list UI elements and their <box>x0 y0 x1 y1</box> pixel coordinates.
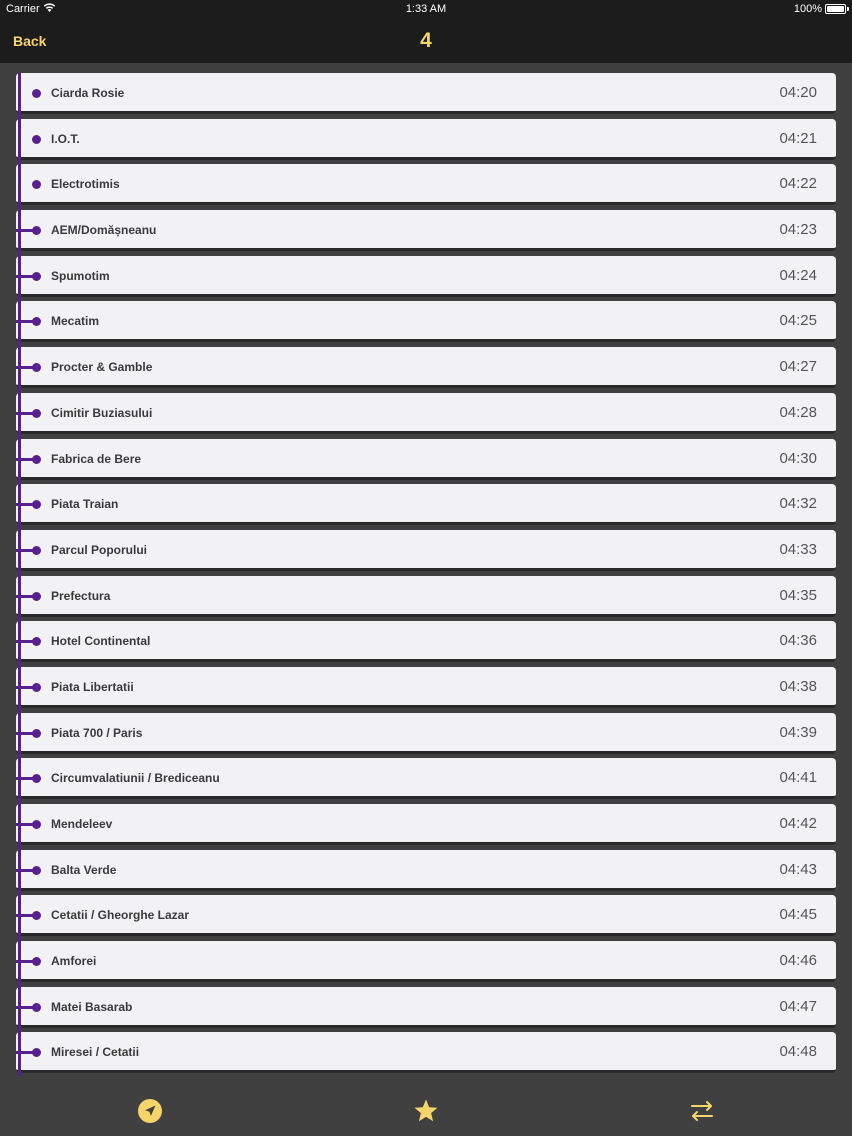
stop-row[interactable] <box>16 941 836 982</box>
swap-arrows-icon[interactable] <box>689 1098 715 1124</box>
stop-name: I.O.T. <box>51 131 80 146</box>
stop-row[interactable] <box>16 393 836 434</box>
stop-name: AEM/Domășneanu <box>51 223 157 238</box>
stop-name: Ciarda Rosie <box>51 86 125 100</box>
stop-dot <box>32 226 41 235</box>
stop-dot <box>32 89 41 98</box>
stop-dot <box>32 317 41 326</box>
stop-row[interactable] <box>16 301 836 342</box>
stop-time: 04:20 <box>779 84 817 101</box>
stop-dot <box>32 546 41 555</box>
location-arrow-icon[interactable] <box>137 1098 163 1124</box>
stop-row[interactable] <box>16 895 836 936</box>
stop-dot <box>32 911 41 920</box>
stop-dot <box>32 500 41 509</box>
stop-time: 04:25 <box>779 312 817 330</box>
stop-name: Mecatim <box>51 314 100 329</box>
stop-time: 04:42 <box>779 815 817 832</box>
stop-time: 04:32 <box>779 495 817 513</box>
stop-row[interactable] <box>16 439 836 480</box>
stop-time: 04:23 <box>779 221 817 239</box>
stop-name: Cetatii / Gheorghe Lazar <box>51 908 190 923</box>
stop-time: 04:39 <box>779 723 817 741</box>
stop-dot <box>32 180 41 189</box>
stop-name: Parcul Poporului <box>51 542 148 557</box>
stop-row[interactable] <box>16 347 836 388</box>
stop-time: 04:35 <box>779 586 817 604</box>
battery-percent: 100% <box>793 3 822 15</box>
stop-name: Balta Verde <box>51 862 117 877</box>
stop-dot <box>32 363 41 372</box>
stop-row[interactable] <box>16 256 836 297</box>
stop-name: Spumotim <box>51 268 110 283</box>
stop-row[interactable] <box>16 804 836 845</box>
stop-dot <box>32 272 41 281</box>
stop-row[interactable] <box>16 1032 836 1073</box>
star-icon[interactable] <box>413 1098 439 1124</box>
stop-dot <box>32 774 41 783</box>
stop-row[interactable] <box>16 210 836 251</box>
stop-row[interactable] <box>16 758 836 799</box>
stop-name: Piata Traian <box>51 497 119 512</box>
clock: 1:33 AM <box>405 3 447 15</box>
stop-dot <box>32 592 41 601</box>
stop-time: 04:36 <box>779 632 817 650</box>
stop-name: Hotel Continental <box>51 634 151 649</box>
stop-list <box>16 73 836 1078</box>
stop-dot <box>32 866 41 875</box>
stop-name: Mendeleev <box>51 817 113 831</box>
stop-time: 04:41 <box>779 769 817 787</box>
stop-time: 04:43 <box>779 860 817 878</box>
stop-time: 04:38 <box>779 677 817 695</box>
stop-name: Amforei <box>51 954 97 969</box>
stop-name: Procter & Gamble <box>51 360 153 375</box>
stop-time: 04:48 <box>779 1043 817 1061</box>
stop-row[interactable] <box>16 484 836 525</box>
stop-row[interactable] <box>16 850 836 891</box>
stop-time: 04:27 <box>779 358 817 376</box>
stop-name: Prefectura <box>51 588 111 603</box>
navigation-bar <box>0 18 852 63</box>
stop-time: 04:46 <box>779 952 817 970</box>
stop-dot <box>32 409 41 418</box>
stop-dot <box>32 957 41 966</box>
stop-dot <box>32 683 41 692</box>
stop-time: 04:22 <box>779 175 817 193</box>
stop-row[interactable] <box>16 667 836 708</box>
stop-dot <box>32 1003 41 1012</box>
stop-row[interactable] <box>16 621 836 662</box>
stop-name: Piata 700 / Paris <box>51 725 143 740</box>
stop-dot <box>32 455 41 464</box>
battery-icon <box>825 4 846 14</box>
stop-dot <box>32 637 41 646</box>
stop-name: Circumvalatiunii / Brediceanu <box>51 771 220 786</box>
stop-time: 04:30 <box>779 449 817 467</box>
stop-time: 04:28 <box>779 403 817 421</box>
stop-time: 04:33 <box>779 540 817 558</box>
status-bar <box>0 0 852 18</box>
stop-row[interactable] <box>16 576 836 617</box>
stop-time: 04:24 <box>779 266 817 284</box>
stop-time: 04:45 <box>779 906 817 924</box>
stop-dot <box>32 729 41 738</box>
stop-name: Piata Libertatii <box>51 679 134 694</box>
stop-name: Electrotimis <box>51 177 120 192</box>
stop-row[interactable] <box>16 119 836 160</box>
stop-name: Matei Basarab <box>51 999 133 1014</box>
stop-row[interactable] <box>16 713 836 754</box>
stop-row[interactable] <box>16 73 836 114</box>
back-button[interactable]: Back <box>13 33 47 49</box>
carrier-label: Carrier <box>6 3 40 15</box>
stop-name: Miresei / Cetatii <box>51 1045 140 1060</box>
stop-name: Cimitir Buziasului <box>51 405 153 420</box>
stop-name: Fabrica de Bere <box>51 451 142 466</box>
stop-dot <box>32 135 41 144</box>
stop-row[interactable] <box>16 164 836 205</box>
stop-dot <box>32 1048 41 1057</box>
tab-bar <box>0 1086 852 1136</box>
stop-time: 04:47 <box>779 997 817 1015</box>
stop-row[interactable] <box>16 987 836 1028</box>
route-line <box>18 73 21 1076</box>
stop-dot <box>32 820 41 829</box>
page-title: 4 <box>420 29 432 52</box>
stop-time: 04:21 <box>779 129 817 147</box>
stop-row[interactable] <box>16 530 836 571</box>
